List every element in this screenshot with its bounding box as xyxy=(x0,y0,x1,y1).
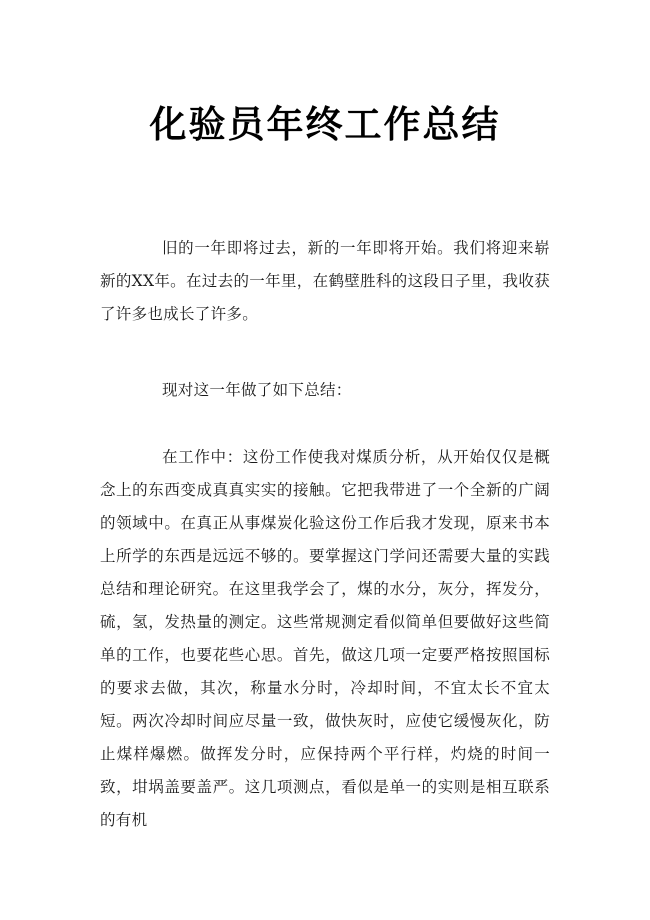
paragraph-work: 在工作中：这份工作使我对煤质分析，从开始仅仅是概念上的东西变成真真实实的接触。它把我带进了一个全新的广阔的领域中。在真正从事煤炭化验这份工作后我才发现，原来书本上所学的东西是远远不够的。要掌握这门学问还需要大量的实践总结和理论研究。在这里我学会了，煤的水分，灰分，挥发分，硫，氢，发热量的测定。这些常规测定看似简单但要做好这些简单的工作，也要花些心思。首先，做这几项一定要严格按照国标的要求去做，其次，称量水分时，冷却时间，不宜太长不宜太短。两次冷却时间应尽量一致，做快灰时，应使它缓慢灰化，防止煤样爆燃。做挥发分时，应保持两个平行样，灼烧的时间一致，坩埚盖要盖严。这几项测点，看似是单一的实则是相互联系的有机 xyxy=(100,448,550,829)
paragraph-summary-lead: 现对这一年做了如下总结： xyxy=(162,381,352,399)
document-title: 化验员年终工作总结 xyxy=(149,103,501,146)
paragraph-intro: 旧的一年即将过去，新的一年即将开始。我们将迎来崭新的XX年。在过去的一年里，在鹤壁胜科的这段日子里，我收获了许多也成长了许多。 xyxy=(100,239,550,323)
